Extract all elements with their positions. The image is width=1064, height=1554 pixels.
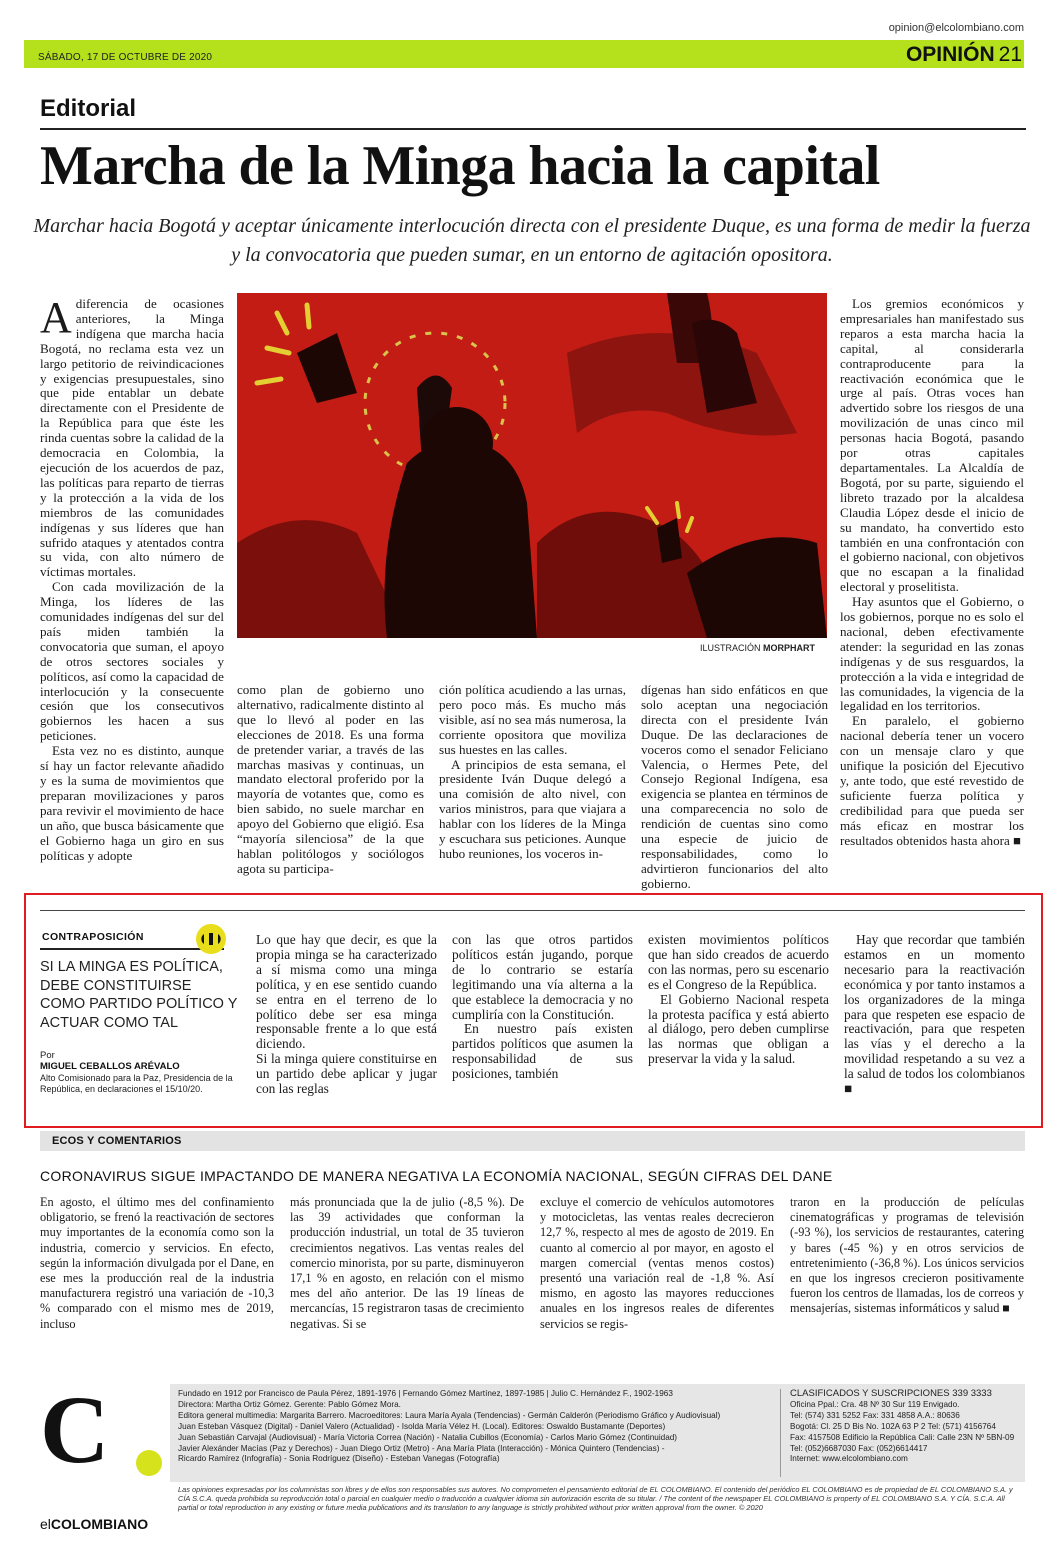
dropcap: A [40, 297, 72, 342]
masthead-credits [178, 1389, 768, 1465]
paragraph: Lo que hay que decir, es que la propia minga se ha caracterizado a sí misma como una minga política, y en ese sentido cuando se entra en el terreno de lo político debe ser esa minga responsable frente a lo que está diciendo. [256, 932, 437, 1052]
paragraph: con las que otros partidos políticos están jugando, porque de lo contrario se estaría legitimando una vía alterna a la que establece la democracia y no cumpliría con la Constitución. [452, 932, 633, 1022]
contraposicion-column-1 [256, 933, 437, 1097]
classifieds-line: Fax: 4157508 Edificio la República Cali: Calle 23N Nº 5BN-09 [790, 1432, 1015, 1442]
logo-letter: C [40, 1376, 110, 1483]
divider [40, 910, 1025, 911]
paragraph: Con cada movilización de la Minga, los líderes de las comunidades indígenas del sur del país miden también la convocatoria que suman, el apoyo de otros sectores sociales y políticos, así como la capacidad de interlocución y la consecuente cesión que los consecutivos gobiernos les hacen a sus peticiones. [40, 579, 224, 744]
issue-date: SÁBADO, 17 DE OCTUBRE DE 2020 [38, 52, 213, 63]
website-link[interactable]: Internet: www.elcolombiano.com [790, 1454, 908, 1464]
contraposicion-column-3 [648, 933, 829, 1067]
byline-author: MIGUEL CEBALLOS ARÉVALO [40, 1061, 180, 1072]
paragraph: Hay asuntos que el Gobierno, o los gobiernos, porque no es solo el nacional, deben efectivamente atender: la seguridad en las zonas indígenas y de sus resguardos, la protección a la vida e integridad de las comunidades, la vigencia de la legalidad en los territorios. [840, 594, 1024, 714]
byline-prefix: Por [40, 1050, 55, 1061]
credits-line: Directora: Martha Ortiz Gómez. Gerente: Pablo Gómez Mora. [178, 1399, 401, 1409]
page-number: 21 [998, 43, 1022, 66]
editorial-column-4 [641, 683, 828, 893]
ecos-label: ECOS Y COMENTARIOS [52, 1135, 182, 1147]
paragraph: A principios de esta semana, el presidente Iván Duque delegó a una comisión de alto nivel, con varios ministros, para que viajara a hablar con los líderes de la Minga y escuchara sus peticiones. Aunque hubo reuniones, los voceros in- [439, 756, 626, 861]
paragraph: ción política acudiendo a las urnas, pero poco más. Es mucho más visible, así no sea más numerosa, la corriente opositora que moviliza sus huestes en las calles. [439, 683, 626, 757]
ecos-bar [40, 1131, 1025, 1151]
ecos-title: CORONAVIRUS SIGUE IMPACTANDO DE MANERA NEGATIVA LA ECONOMÍA NACIONAL, SEGÚN CIFRAS DEL DANE [40, 1168, 833, 1184]
editorial-column-5 [840, 297, 1024, 893]
lead-paragraph: Adiferencia de ocasiones anteriores, la Minga indígena que marcha hacia Bogotá, no reclama esta vez un largo petitorio de reivindicaciones y exigencias presupuestales, sino que pide entablar un debate directamente con el Presidente de la República para que éste les rinda cuentas sobre la calidad de la democracia en Colombia, la ejecución de los acuerdos de paz, las políticas para reparto de tierras y la protección a la vida de los miembros de las comunidades indígenas y sus líderes que han sufrido ataques y atentados contra su vida, con alto número de víctimas mortales. [40, 297, 224, 580]
logo-wordmark: elCOLOMBIANO [40, 1516, 149, 1532]
credits-line: Juan Esteban Vásquez (Digital) - Daniel Valero (Actualidad) - Isolda María Vélez H. (Local). Editores: Oswaldo Bustamante (Deportes) [178, 1421, 666, 1431]
paragraph: dígenas han sido enfáticos en que solo aceptan una negociación directa con el presidente Iván Duque. De las declaraciones de voceros como el senador Feliciano Valencia, o Hermes Pete, del Consejo Regional Indígena, esa exigencia se plantea en términos de una comparecencia no solo de rendición de cuentas sino como una especie de juicio de responsabilidades, como lo advirtieron funcionarios del alto gobierno. [641, 683, 828, 891]
paragraph: Si la minga quiere constituirse en un partido debe aplicar y jugar con las reglas [256, 1051, 437, 1097]
paragraph: como plan de gobierno uno alternativo, radicalmente distinto al que lo llevó al poder en las elecciones de 2018. Es una forma de pretender variar, a través de las marchas masivas y continuas, un mandato electoral proferido por la mayoría de votantes que, como es bien sabido, no suele marchar en apoyo del Gobierno que eligió. Esa “mayoría silenciosa” de la que hablan politólogos y sociólogos agota su participa- [237, 683, 424, 876]
ecos-column-2: más pronunciada que la de julio (-8,5 %). De las 39 actividades que conforman la producción industrial, un total de 35 tuvieron crecimientos negativos. Las ventas reales del comercio minorista, por su parte, disminuyeron 17,1 % en agosto, en relación con el mismo mes del año anterior. De las 19 líneas de mercancías, 15 registraron tasas de crecimiento negativas. Si se [290, 1195, 524, 1331]
illustration-credit: ILUSTRACIÓN MORPHART [700, 643, 816, 653]
paragraph: En paralelo, el gobierno nacional debería tener un vocero con un mensaje claro y que unifique la posición del Ejecutivo y, ante todo, que esté revestido de suficiente fuerza política y credibilidad para que pueda ser más eficaz en mostrar los resultados obtenidos hasta ahora ■ [840, 713, 1024, 848]
ecos-column-3: excluye el comercio de vehículos automotores y motocicletas, las ventas reales decrecieron 12,7 %, respecto al mes de agosto de 2019. En cuanto al comercio al por mayor, en agosto el margen comercial (ventas menos costos) presentó una variación real de -1,8 %. Así mismo, en agosto las mayores reducciones anuales en los ingresos reales de diferentes servicios se regis- [540, 1195, 774, 1331]
classifieds-line: Oficina Ppal.: Cra. 48 Nº 30 Sur 119 Envigado. [790, 1399, 960, 1409]
legal-disclaimer: Las opiniones expresadas por los columnistas son libres y de ellos son responsables sus autores. No comprometen el pensamiento editorial de EL COLOMBIANO. El contenido del periódico EL COLOMBIANO es de propiedad de EL COLOMBIANO S.A. y CÍA S.C.A. queda prohibida su reproducción total o parcial en cualquier medio o traducción a cualquier idioma sin autorización escrita de su titular. / The content of the newspaper EL COLOMBIANO is property of EL COLOMBIANO S.A. Y CÍA. S.C.A. All partial or total reproduction in any existing or future media publications and its translation to any language is strictly prohibited without prior written approval from the owner. © 2020 [178, 1485, 1013, 1512]
editorial-kicker: Editorial [40, 95, 137, 122]
paragraph: Esta vez no es distinto, aunque sí hay un factor relevante añadido y es la suma de movimientos que preparan movilizaciones y paros para revivir el movimiento de hace un año, que busca básicamente que el Gobierno haga un giro en sus políticas y adopte [40, 743, 224, 863]
contraposicion-title: SI LA MINGA ES POLÍTICA, DEBE CONSTITUIRSE COMO PARTIDO POLÍTICO Y ACTUAR COMO TAL [40, 959, 238, 1031]
deck-subtitle: Marchar hacia Bogotá y aceptar únicamente interlocución directa con el presidente Duque, es una forma de medir la fuerza y la convocatoria que pueden sumar, en un entorno de agitación opositora. [33, 215, 1031, 266]
editorial-column-3 [439, 683, 626, 893]
contact-email[interactable]: opinion@elcolombiano.com [888, 22, 1024, 34]
ecos-column-1: En agosto, el último mes del confinamiento obligatorio, se frenó la reactivación de sectores muy importantes de la economía como son la industria, comercio y servicios. En efecto, según la información divulgada por el Dane, en ese mes la producción real de la industria manufacturera registró una variación de -10,3 % comparado con el mismo mes de 2019, incluso [40, 1195, 274, 1331]
classifieds-line: Tel: (052)6687030 Fax: (052)6614417 [790, 1443, 928, 1453]
classifieds-heading: CLASIFICADOS Y SUSCRIPCIONES 339 3333 [790, 1388, 992, 1399]
credits-line: Juan Sebastián Carvajal (Audiovisual) - María Victoria Correa (Nación) - Natalia Cubillos (Economía) - Carlos Mario Gómez (Continuidad) [178, 1432, 678, 1442]
contraposicion-badge-icon [196, 924, 226, 954]
paragraph: existen movimientos políticos que han sido creados de acuerdo con las normas, pero su escenario es el Congreso de la República. [648, 932, 829, 992]
paragraph: Hay que recordar que también estamos en un momento necesario para la reactivación económica y por tanto instamos a los organizadores de la minga para que respeten ese espacio de reactivación, para que respeten las vías y el derecho a la movilidad respetando a su vez a la salud de todos los colombianos ■ [844, 932, 1025, 1097]
credits-line: Ricardo Ramírez (Infografía) - Sonia Rodríguez (Diseño) - Esteban Vanegas (Fotografía) [178, 1454, 500, 1464]
editorial-illustration [237, 293, 827, 638]
classifieds-line: Bogotá: Cl. 25 D Bis No. 102A 63 P 2 Tel: (571) 4156764 [790, 1421, 996, 1431]
contraposicion-column-4 [844, 933, 1025, 1097]
byline-role: Alto Comisionado para la Paz, Presidencia de la República, en declaraciones el 15/10/20. [40, 1073, 233, 1094]
paragraph: En nuestro país existen partidos políticos que asumen la responsabilidad de sus posiciones, también [452, 1021, 633, 1082]
credits-line: Fundado en 1912 por Francisco de Paula Pérez, 1891-1976 | Fernando Gómez Martínez, 1897-1985 | Julio C. Hernández F., 1902-1963 [178, 1389, 673, 1398]
page-title: Marcha de la Minga hacia la capital [40, 135, 880, 197]
credits-line: Javier Alexánder Macías (Paz y Derechos) - Juan Diego Ortiz (Metro) - Ana María Plata (Interacción) - Mónica Quintero (Tendencias) - [178, 1443, 665, 1453]
classifieds-line: Tel: (574) 331 5252 Fax: 331 4858 A.A.: 80636 [790, 1410, 960, 1420]
paragraph: El Gobierno Nacional respeta la protesta pacífica y está abierto al diálogo, pero deben cumplirse las normas que obligan a preservar la vida y la salud. [648, 991, 829, 1067]
classifieds-info [790, 1389, 1020, 1465]
credits-line: Editora general multimedia: Margarita Barrero. Macroeditores: Laura María Ayala (Tendencias) - Germán Calderón (Periodismo Gráfico y Audiovisual) [178, 1410, 721, 1420]
logo-dot [136, 1450, 162, 1476]
editorial-column-2 [237, 683, 424, 893]
indigenous-leader-illustration-icon [237, 293, 827, 638]
divider [780, 1389, 781, 1477]
section-title: OPINIÓN 21 [905, 43, 1022, 66]
paragraph: Los gremios económicos y empresariales han manifestado sus reparos a esta marcha hacia la capital, al considerarla contraproducente para la reactivación económica que le urge al país. Otras voces han advertido sobre los riesgos de una movilización de unas cinco mil personas hacia Bogotá, pasando por otras capitales departamentales. La Alcaldía de Bogotá, por su parte, siguiendo el libreto trazado por la alcaldesa Claudia López desde el inicio de su mandato, ha convertido esto también en una confrontación con el gobierno nacional, con objetivos que no escapan a la finalidad electoral y proselitista. [840, 297, 1024, 595]
contraposicion-column-2 [452, 933, 633, 1082]
divider [40, 128, 1026, 130]
ecos-column-4: traron en la producción de películas cinematográficas y programas de televisión (-93 %), los servicios de restaurantes, catering y bares (-45 %) y en otros servicios de entretenimiento (-36,8 %). Los únicos servicios en que los ingresos crecieron positivamente fueron los centros de llamadas, los de correos y mensajerías, sistemas informáticos y salud ■ [790, 1195, 1024, 1316]
editorial-column-1 [40, 297, 224, 893]
contraposicion-label: CONTRAPOSICIÓN [42, 931, 144, 943]
